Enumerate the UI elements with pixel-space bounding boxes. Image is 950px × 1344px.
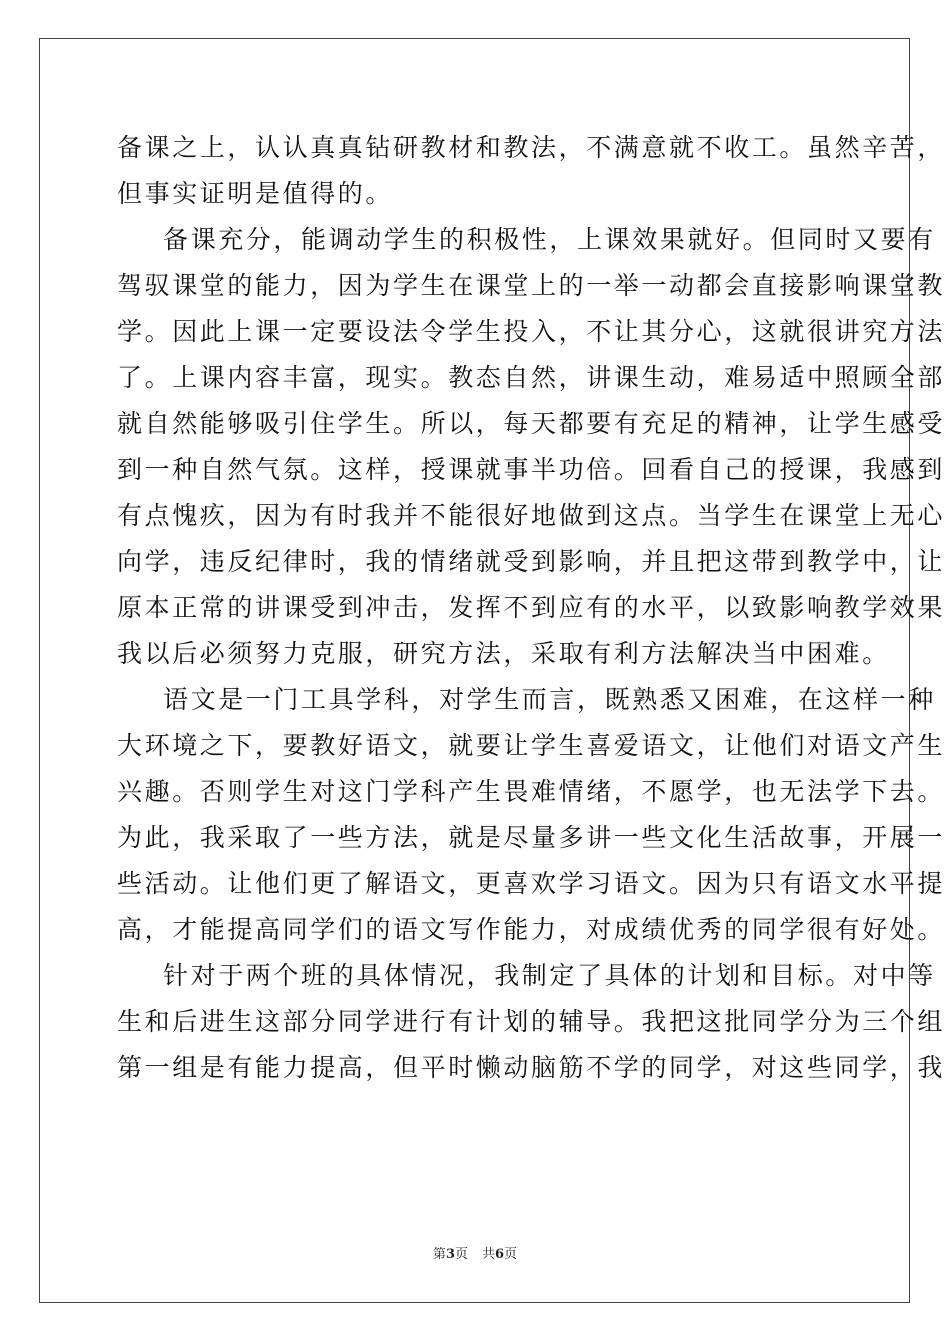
- paragraph-first-line: 针对于两个班的具体情况，我制定了具体的计划和目标。对中等: [163, 961, 936, 990]
- text-line: 原本正常的讲课受到冲击，发挥不到应有的水平，以致影响教学效果: [117, 593, 946, 622]
- page-footer: [0, 1245, 950, 1265]
- text-line: 生和后进生这部分同学进行有计划的辅导。我把这批同学分为三个组: [117, 1007, 946, 1036]
- text-line: 了。上课内容丰富，现实。教态自然，讲课生动，难易适中照顾全部: [117, 363, 946, 392]
- document-body: [117, 125, 946, 1091]
- text-line: 我以后必须努力克服，研究方法，采取有利方法解决当中困难。: [117, 639, 890, 668]
- text-line: 驾驭课堂的能力，因为学生在课堂上的一举一动都会直接影响课堂教: [117, 271, 946, 300]
- text-line: 有点愧疚，因为有时我并不能很好地做到这点。当学生在课堂上无心: [117, 501, 946, 530]
- page-total-suffix: 页: [504, 1247, 518, 1262]
- text-line: 第一组是有能力提高，但平时懒动脑筋不学的同学，对这些同学，我: [117, 1053, 946, 1082]
- page-number-prefix: 第: [432, 1247, 446, 1262]
- paragraph-first-line: 备课充分，能调动学生的积极性，上课效果就好。但同时又要有: [163, 225, 936, 254]
- paragraph-first-line: 语文是一门工具学科，对学生而言，既熟悉又困难，在这样一种: [163, 685, 936, 714]
- text-line: 为此，我采取了一些方法，就是尽量多讲一些文化生活故事，开展一: [117, 823, 946, 852]
- text-line: 备课之上，认认真真钻研教材和教法，不满意就不收工。虽然辛苦，: [117, 133, 946, 162]
- text-line: 些活动。让他们更了解语文，更喜欢学习语文。因为只有语文水平提: [117, 869, 946, 898]
- text-line: 到一种自然气氛。这样，授课就事半功倍。回看自己的授课，我感到: [117, 455, 946, 484]
- text-line: 学。因此上课一定要设法令学生投入，不让其分心，这就很讲究方法: [117, 317, 946, 346]
- text-line: 大环境之下，要教好语文，就要让学生喜爱语文，让他们对语文产生: [117, 731, 946, 760]
- page-number-suffix: 页: [454, 1247, 468, 1262]
- text-line: 向学，违反纪律时，我的情绪就受到影响，并且把这带到教学中，让: [117, 547, 946, 576]
- text-line: 高，才能提高同学们的语文写作能力，对成绩优秀的同学很有好处。: [117, 915, 946, 944]
- page-number-current: 3: [445, 1247, 455, 1262]
- text-line: 但事实证明是值得的。: [117, 179, 394, 208]
- page-total-prefix: 共: [482, 1247, 496, 1262]
- text-line: 就自然能够吸引住学生。所以，每天都要有充足的精神，让学生感受: [117, 409, 946, 438]
- text-line: 兴趣。否则学生对这门学科产生畏难情绪，不愿学，也无法学下去。: [117, 777, 946, 806]
- page-total: 6: [495, 1247, 505, 1262]
